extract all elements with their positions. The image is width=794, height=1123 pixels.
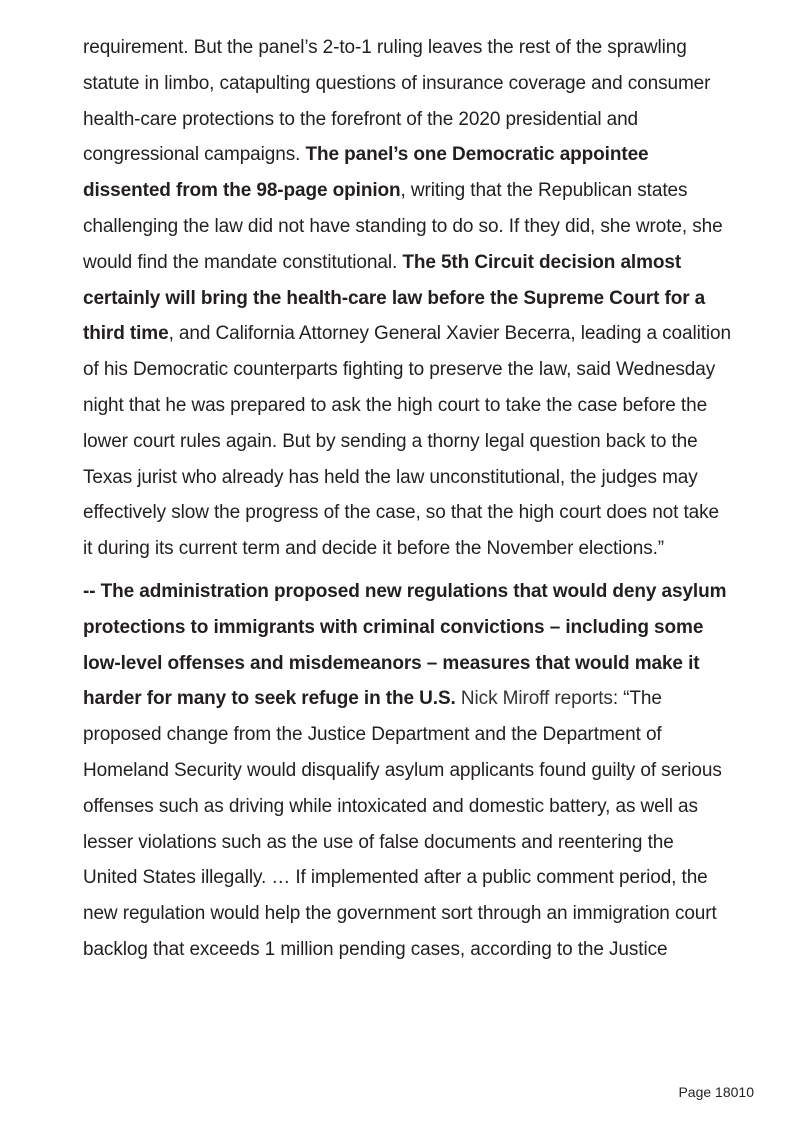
text-run: , writing that the Republican states challenging the law did not have standing to do so. If they did, she wrote, she would find the mandate constitutional. (83, 180, 723, 273)
paragraph-aca-ruling (83, 30, 733, 567)
paragraph-asylum-rules (83, 574, 733, 968)
bold-text-run: The 5th Circuit decision almost certainly will bring the health-care law before the Supreme Court for a third time (83, 251, 706, 345)
bold-text-run: The panel’s one Democratic appointee dissented from the 98-page opinion (83, 144, 649, 202)
page-number: Page 18010 (678, 1084, 754, 1100)
text-run: requirement. But the panel’s 2-to-1 ruling leaves the rest of the sprawling statute in limbo, catapulting questions of insurance coverage and consumer health-care protections to the forefront of the 2020 presidential and congressional campaigns. (83, 37, 711, 166)
reporter-link[interactable]: Nick Miroff reports (460, 688, 613, 710)
text-run: : “The proposed change from the Justice Department and the Department of Homeland Security would disqualify asylum applicants found guilty of serious offenses such as driving while intoxicated and domestic battery, as well as lesser violations such as the use of false documents and reentering the United States illegally. … If implemented after a public comment period, the new regulation would help the government sort through an immigration court backlog that exceeds 1 million pending cases, according to the Justice (83, 688, 722, 960)
text-run: , and California Attorney General Xavier Becerra, leading a coalition of his Democratic counterparts fighting to preserve the law, said Wednesday night that he was prepared to ask the high court to take the case before the lower court rules again. But by sending a thorny legal question back to the Texas jurist who already has held the law unconstitutional, the judges may effectively slow the progress of the case, so that the high court does not take it during its current term and decide it before the November elections.” (83, 323, 731, 560)
document-page (83, 30, 733, 968)
bold-text-run: -- The administration proposed new regulations that would deny asylum protections to immigrants with criminal convictions – including some low-level offenses and misdemeanors – measures that would make it harder for many to seek refuge in the U.S. (83, 580, 727, 710)
